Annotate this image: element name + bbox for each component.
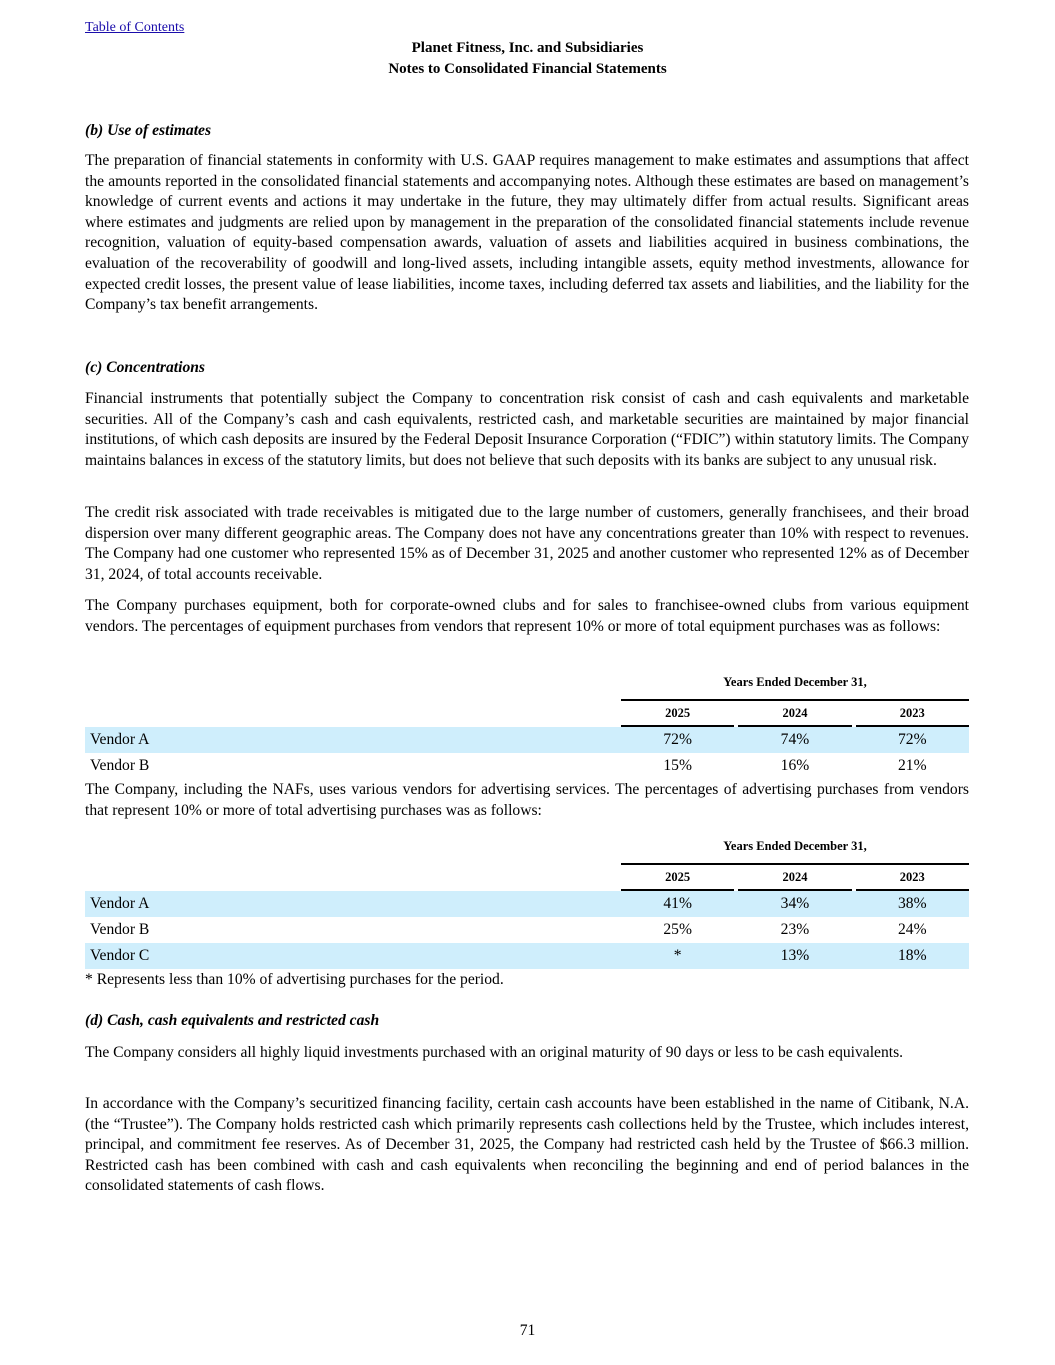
- value-cell: 15%: [663, 757, 692, 774]
- heading-cash-equivalents: (d) Cash, cash equivalents and restricted cash: [85, 1012, 380, 1029]
- value-cell: 41%: [621, 891, 734, 917]
- page-title: Notes to Consolidated Financial Statements: [388, 61, 667, 77]
- year-header: 2025: [621, 701, 734, 727]
- equipment-vendor-table: [85, 675, 969, 779]
- value-cell: 38%: [856, 891, 969, 917]
- table-row: [85, 917, 969, 943]
- heading-concentrations: (c) Concentrations: [85, 359, 205, 376]
- value-cell: 18%: [856, 943, 969, 969]
- paragraph: The preparation of financial statements in conformity with U.S. GAAP requires management to make estimates and assumptions that affect the amounts reported in the consolidated financial statements and accompanying notes. Although these estimates are based on management’s knowledge of current events and actions it may undertake in the future, they may ultimately differ from actual results. Significant areas where estimates and judgments are relied upon by management in the preparation of the consolidated financial statements include revenue recognition, valuation of equity-based compensation awards, valuation of assets and liabilities acquired in business combinations, the evaluation of the recoverability of goodwill and long-lived assets, including intangible assets, equity method investments, allowance for expected credit losses, the present value of lease liabilities, income taxes, including deferred tax assets and liabilities, and the liability for the Company’s tax benefit arrangements.: [85, 152, 969, 314]
- table-row: [85, 891, 969, 917]
- paragraph: In accordance with the Company’s securitized financing facility, certain cash accounts have been established in the name of Citibank, N.A. (the “Trustee”). The Company holds restricted cash which primarily represents cash collections held by the Trustee, which includes interest, principal, and commitment fee reserves. As of December 31, 2025, the Company had restricted cash held by the Trustee of $66.3 million. Restricted cash has been combined with cash and cash equivalents when reconciling the beginning and end of period balances in the consolidated statements of cash flows.: [85, 1095, 969, 1195]
- table-caption: Years Ended December 31,: [621, 675, 969, 701]
- table-row: [85, 753, 969, 779]
- value-cell: 13%: [738, 943, 851, 969]
- vendor-label: Vendor A: [85, 727, 621, 753]
- footnote: * Represents less than 10% of advertising purchases for the period.: [85, 971, 504, 988]
- company-name: Planet Fitness, Inc. and Subsidiaries: [411, 40, 644, 56]
- paragraph: Financial instruments that potentially subject the Company to concentration risk consist of cash and cash equivalents and marketable securities. All of the Company’s cash and cash equivalents, restricted cash, and marketable securities are maintained by major financial institutions, of which cash deposits are insured by the Federal Deposit Insurance Corporation (“FDIC”) within statutory limits. The Company maintains balances in excess of the statutory limits, but does not believe that such deposits with its banks are subject to any unusual risk.: [85, 390, 969, 469]
- vendor-label: Vendor A: [85, 891, 621, 917]
- value-cell: 25%: [663, 921, 692, 938]
- year-header: 2025: [621, 865, 734, 891]
- value-cell: 23%: [780, 921, 810, 938]
- paragraph: The Company, including the NAFs, uses various vendors for advertising services. The percentages of advertising purchases from vendors that represent 10% or more of total advertising purchases was as follows:: [85, 781, 969, 819]
- paragraph: The Company considers all highly liquid investments purchased with an original maturity of 90 days or less to be cash equivalents.: [85, 1044, 904, 1061]
- year-header: 2023: [856, 701, 969, 727]
- paragraph: The Company purchases equipment, both for corporate-owned clubs and for sales to franchisee-owned clubs from various equipment vendors. The percentages of equipment purchases from vendors that represent 10% or more of total equipment purchases was as follows:: [85, 597, 969, 635]
- value-cell: 72%: [621, 727, 734, 753]
- paragraph: The credit risk associated with trade receivables is mitigated due to the large number of customers, generally franchisees, and their broad dispersion over many different geographic areas. The Company does not have any concentrations greater than 10% with respect to revenues. The Company had one customer who represented 15% as of December 31, 2025 and another customer who represented 12% as of December 31, 2024, of total accounts receivable.: [85, 504, 969, 583]
- value-cell: 24%: [898, 921, 927, 938]
- advertising-vendor-table: [85, 839, 969, 969]
- value-cell: *: [621, 943, 734, 969]
- value-cell: 21%: [898, 757, 927, 774]
- vendor-label: Vendor B: [90, 921, 150, 938]
- table-row: [85, 727, 969, 753]
- value-cell: 74%: [738, 727, 851, 753]
- heading-use-of-estimates: (b) Use of estimates: [85, 122, 212, 139]
- value-cell: 34%: [738, 891, 851, 917]
- year-header: 2024: [738, 865, 851, 891]
- year-header: 2024: [738, 701, 851, 727]
- vendor-label: Vendor C: [85, 943, 621, 969]
- table-row: [85, 943, 969, 969]
- table-caption: Years Ended December 31,: [621, 839, 969, 865]
- value-cell: 16%: [780, 757, 810, 774]
- vendor-label: Vendor B: [90, 757, 150, 774]
- year-header: 2023: [856, 865, 969, 891]
- page-number: 71: [519, 1322, 536, 1339]
- value-cell: 72%: [856, 727, 969, 753]
- table-of-contents-link[interactable]: Table of Contents: [85, 20, 185, 35]
